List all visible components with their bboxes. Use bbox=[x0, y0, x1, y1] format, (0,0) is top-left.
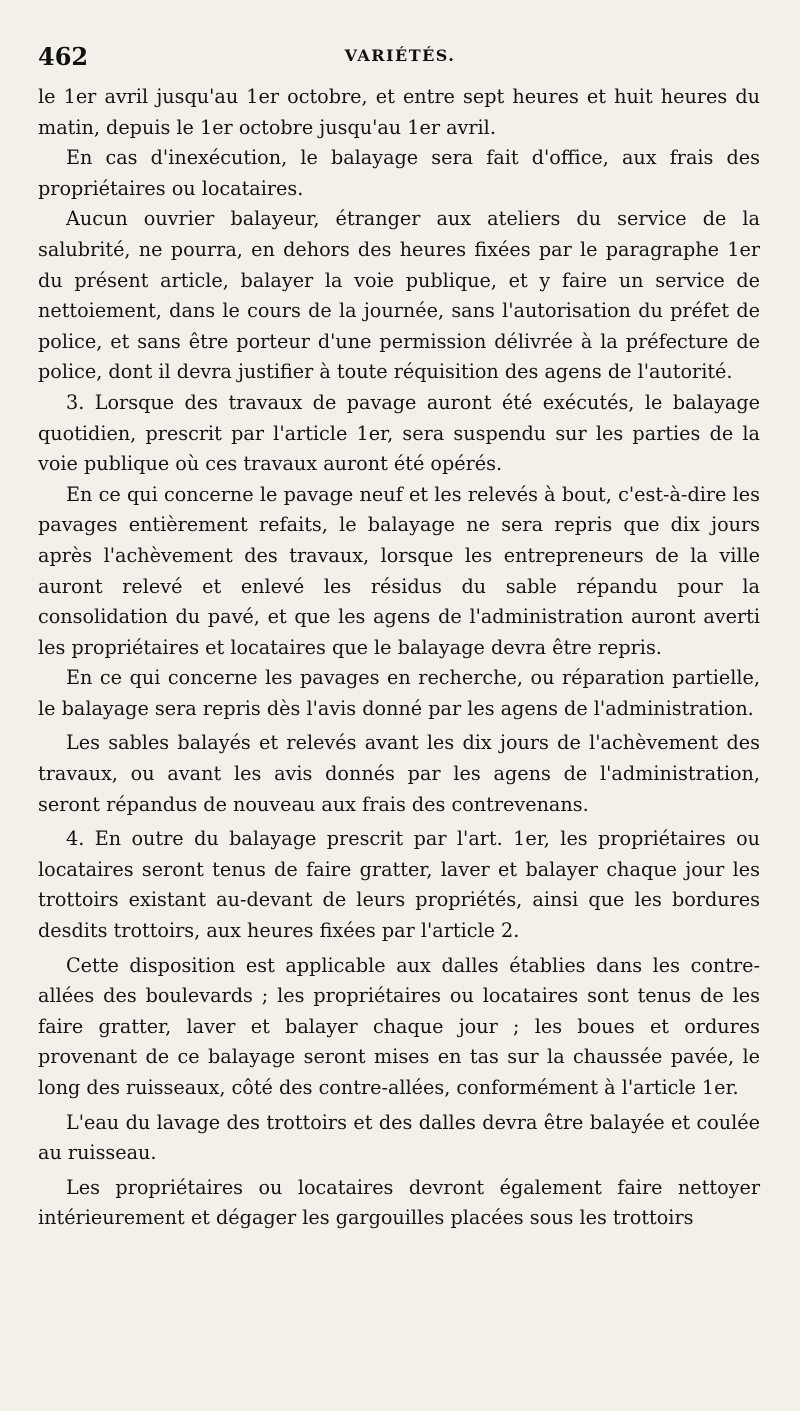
paragraph-8: 4. En outre du balayage prescrit par l'art. 1er, les propriétaires ou locataires seront tenus de faire gratter, laver et balayer chaque jour les trottoirs existant au-devant de leurs propriétés, ainsi que les bordures desdits trottoirs, aux heures fixées par l'article 2. bbox=[38, 827, 760, 943]
body-text bbox=[38, 82, 760, 1234]
paragraph-6: En ce qui concerne les pavages en recherche, ou réparation partielle, le balayage sera repris dès l'avis donné par les agens de l'administration. bbox=[38, 666, 760, 720]
paragraph-4: 3. Lorsque des travaux de pavage auront été exécutés, le balayage quotidien, prescrit par l'article 1er, sera suspendu sur les parties de la voie publique où ces travaux auront été opérés. bbox=[38, 390, 760, 476]
running-head: VARIÉTÉS. bbox=[344, 46, 456, 65]
paragraph-10: L'eau du lavage des trottoirs et des dalles devra être balayée et coulée au ruisseau. bbox=[38, 1110, 760, 1165]
paragraph-1: le 1er avril jusqu'au 1er octobre, et entre sept heures et huit heures du matin, depuis le 1er octobre jusqu'au 1er avril. bbox=[38, 85, 760, 139]
paragraph-5: En ce qui concerne le pavage neuf et les relevés à bout, c'est-à-dire les pavages entièrement refaits, le balayage ne sera repris que dix jours après l'achèvement des travaux, lorsque les entrepreneurs de la ville auront relevé et enlevé les résidus du sable répandu pour la consolidation du pavé, et que les agens de l'administration auront averti les propriétaires et locataires que le balayage devra être repris. bbox=[38, 482, 760, 659]
page-number: 462 bbox=[38, 42, 89, 71]
paragraph-2: En cas d'inexécution, le balayage sera fait d'office, aux frais des propriétaires ou locataires. bbox=[38, 146, 760, 200]
page-header bbox=[38, 38, 762, 78]
paragraph-9: Cette disposition est applicable aux dalles établies dans les contre-allées des boulevards ; les propriétaires ou locataires sont tenus de les faire gratter, laver et balayer chaque jour ; les boues et ordures provenant de ce balayage seront mises en tas sur la chaussée pavée, le long des ruisseaux, côté des contre-allées, conformément à l'article 1er. bbox=[38, 953, 760, 1099]
paragraph-3: Aucun ouvrier balayeur, étranger aux ateliers du service de la salubrité, ne pourra, en dehors des heures fixées par le paragraphe 1er du présent article, balayer la voie publique, et y faire un service de nettoiement, dans le cours de la journée, sans l'autorisation du préfet de police, et sans être porteur d'une permission délivrée à la préfecture de police, dont il devra justifier à toute réquisition des agens de l'autorité. bbox=[38, 207, 760, 384]
paragraph-11: Les propriétaires ou locataires devront également faire nettoyer intérieurement et dégager les gargouilles placées sous les trottoirs bbox=[38, 1175, 760, 1230]
paragraph-7: Les sables balayés et relevés avant les dix jours de l'achèvement des travaux, ou avant les avis donnés par les agens de l'administration, seront répandus de nouveau aux frais des contrevenans. bbox=[38, 731, 760, 816]
